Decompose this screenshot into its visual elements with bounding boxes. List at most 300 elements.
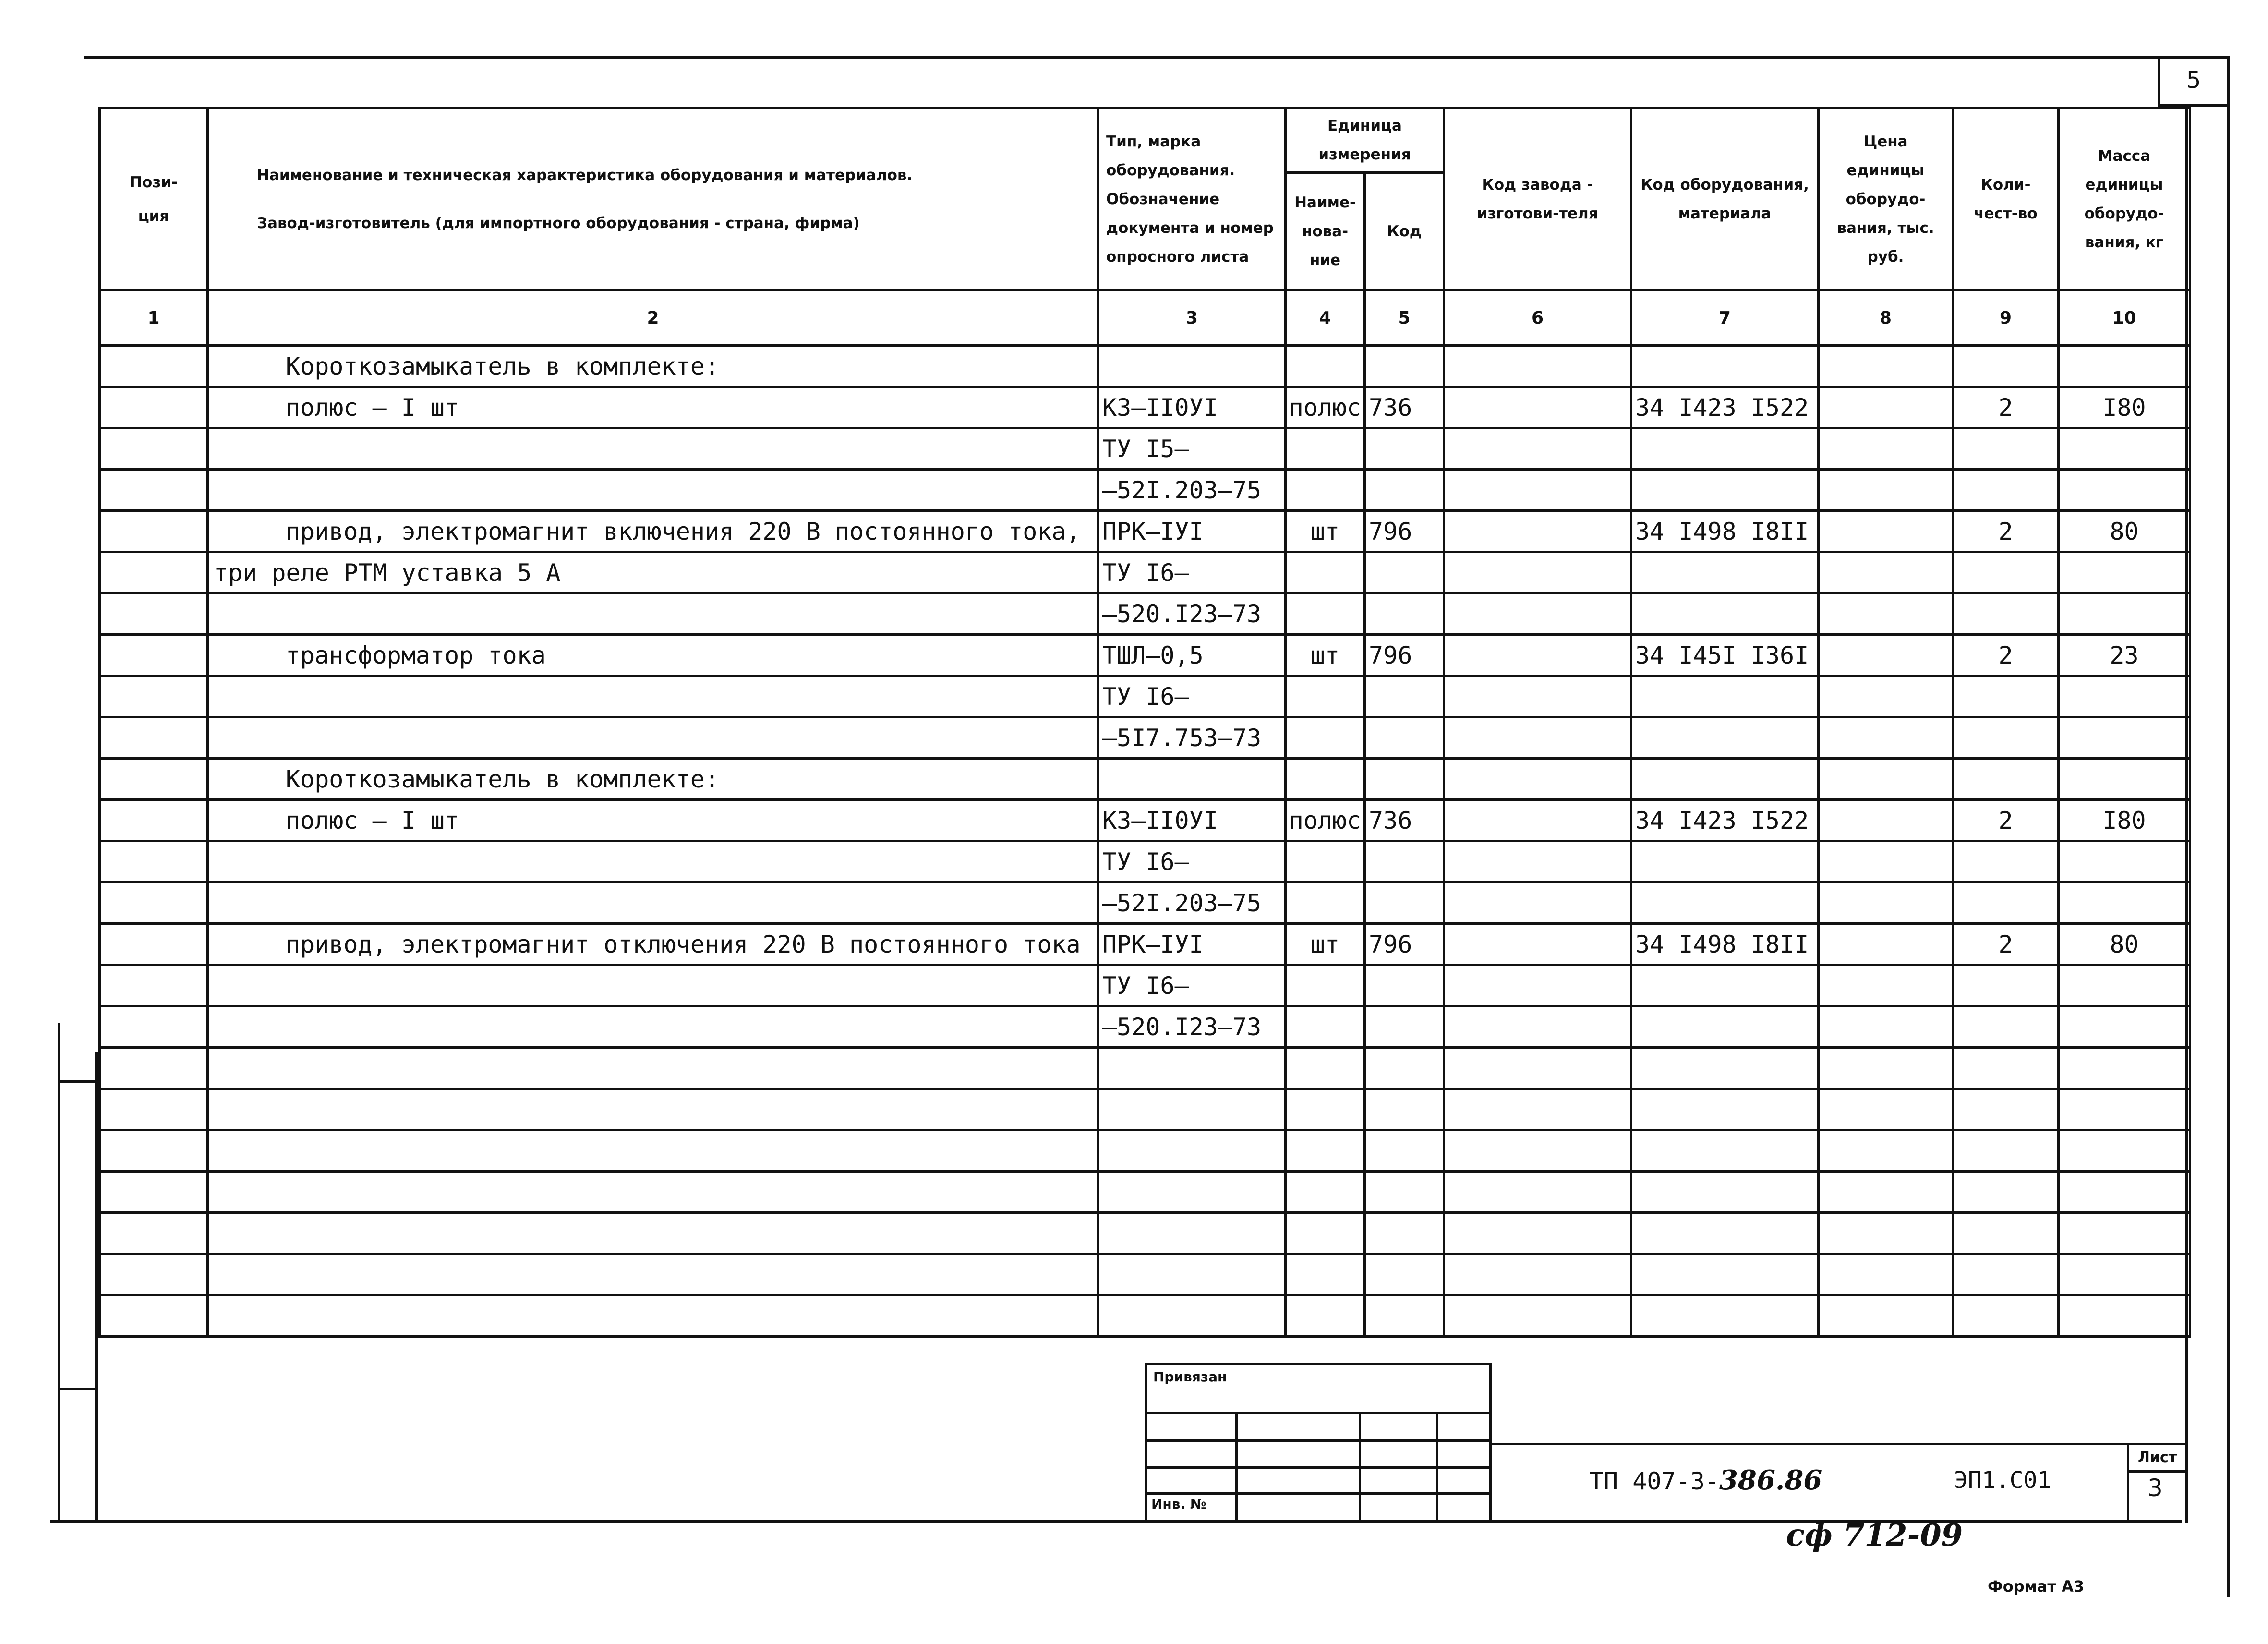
cell-unit: полюс bbox=[1286, 387, 1365, 428]
right-border-line bbox=[2227, 56, 2230, 1597]
cell-unit bbox=[1286, 346, 1365, 387]
cell-unit bbox=[1286, 1048, 1365, 1089]
cell-type: –52I.203–75 bbox=[1098, 470, 1286, 511]
cell-price bbox=[1819, 1048, 1953, 1089]
column-number: 5 bbox=[1365, 290, 1444, 346]
header-name-line-1: Наименование и техническая характеристика оборудования и материалов. bbox=[257, 166, 913, 184]
cell-price bbox=[1819, 882, 1953, 924]
cell-name bbox=[208, 593, 1098, 635]
sheet-box bbox=[2127, 1445, 2185, 1522]
cell-unit-code bbox=[1365, 552, 1444, 593]
cell-factory-code bbox=[1444, 593, 1631, 635]
header-unit-group: Единица измерения bbox=[1286, 108, 1444, 173]
cell-type bbox=[1098, 1254, 1286, 1295]
cell-equipment-code: 34 I423 I522 bbox=[1631, 800, 1819, 841]
cell-position bbox=[100, 1089, 208, 1130]
cell-name: полюс – I шт bbox=[208, 387, 1098, 428]
top-border-line bbox=[84, 56, 2230, 59]
cell-type: КЗ–II0УI bbox=[1098, 387, 1286, 428]
cell-type: –5I7.753–73 bbox=[1098, 717, 1286, 759]
cell-equipment-code bbox=[1631, 428, 1819, 470]
cell-price bbox=[1819, 552, 1953, 593]
cell-name bbox=[208, 676, 1098, 717]
cell-unit bbox=[1286, 1006, 1365, 1048]
cell-position bbox=[100, 593, 208, 635]
header-factory-code: Код завода - изготови-теля bbox=[1444, 108, 1631, 290]
cell-unit bbox=[1286, 759, 1365, 800]
cell-factory-code bbox=[1444, 346, 1631, 387]
cell-type bbox=[1098, 1130, 1286, 1172]
cell-unit bbox=[1286, 882, 1365, 924]
grid-line bbox=[1235, 1414, 1238, 1523]
cell-factory-code bbox=[1444, 1089, 1631, 1130]
cell-position bbox=[100, 800, 208, 841]
cell-unit-code bbox=[1365, 470, 1444, 511]
cell-unit-code bbox=[1365, 841, 1444, 882]
cell-name bbox=[208, 428, 1098, 470]
cell-type: ПРК–IУI bbox=[1098, 924, 1286, 965]
cell-mass bbox=[2059, 717, 2190, 759]
cell-price bbox=[1819, 1130, 1953, 1172]
cell-mass bbox=[2059, 1048, 2190, 1089]
cell-position bbox=[100, 428, 208, 470]
cell-price bbox=[1819, 965, 1953, 1006]
title-block-privyazan bbox=[1145, 1363, 1492, 1414]
specification-body bbox=[100, 346, 2190, 1337]
cell-name bbox=[208, 1048, 1098, 1089]
cell-position bbox=[100, 676, 208, 717]
cell-unit-code bbox=[1365, 1130, 1444, 1172]
left-margin-tick-1 bbox=[58, 1080, 96, 1083]
grid-line bbox=[1359, 1414, 1361, 1523]
cell-unit-code bbox=[1365, 1048, 1444, 1089]
cell-unit bbox=[1286, 428, 1365, 470]
cell-position bbox=[100, 1172, 208, 1213]
cell-name bbox=[208, 965, 1098, 1006]
cell-quantity: 2 bbox=[1953, 387, 2059, 428]
cell-position bbox=[100, 1048, 208, 1089]
cell-quantity bbox=[1953, 759, 2059, 800]
cell-position bbox=[100, 470, 208, 511]
cell-position bbox=[100, 511, 208, 552]
table-row bbox=[100, 1006, 2190, 1048]
cell-unit bbox=[1286, 1254, 1365, 1295]
cell-factory-code bbox=[1444, 924, 1631, 965]
sheet-label: Лист bbox=[2138, 1449, 2177, 1466]
cell-unit-code bbox=[1365, 346, 1444, 387]
cell-type: ТУ I6– bbox=[1098, 965, 1286, 1006]
table-row bbox=[100, 346, 2190, 387]
cell-quantity bbox=[1953, 1213, 2059, 1254]
cell-type: –520.I23–73 bbox=[1098, 1006, 1286, 1048]
grid-line bbox=[1147, 1492, 1489, 1495]
cell-name: полюс – I шт bbox=[208, 800, 1098, 841]
cell-mass bbox=[2059, 470, 2190, 511]
cell-unit-code: 736 bbox=[1365, 387, 1444, 428]
cell-price bbox=[1819, 717, 1953, 759]
cell-equipment-code bbox=[1631, 1048, 1819, 1089]
left-margin-tick-2 bbox=[58, 1388, 96, 1390]
cell-type: КЗ–II0УI bbox=[1098, 800, 1286, 841]
cell-factory-code bbox=[1444, 965, 1631, 1006]
cell-factory-code bbox=[1444, 1254, 1631, 1295]
cell-factory-code bbox=[1444, 1172, 1631, 1213]
cell-mass bbox=[2059, 841, 2190, 882]
table-row bbox=[100, 841, 2190, 882]
table-row bbox=[100, 1048, 2190, 1089]
cell-price bbox=[1819, 1254, 1953, 1295]
cell-unit bbox=[1286, 1089, 1365, 1130]
cell-mass bbox=[2059, 1172, 2190, 1213]
cell-unit-code: 796 bbox=[1365, 635, 1444, 676]
cell-quantity bbox=[1953, 717, 2059, 759]
cell-type bbox=[1098, 1172, 1286, 1213]
cell-name bbox=[208, 1213, 1098, 1254]
cell-equipment-code bbox=[1631, 1089, 1819, 1130]
column-number: 10 bbox=[2059, 290, 2190, 346]
cell-equipment-code bbox=[1631, 965, 1819, 1006]
cell-price bbox=[1819, 1006, 1953, 1048]
cell-equipment-code bbox=[1631, 593, 1819, 635]
cell-quantity bbox=[1953, 882, 2059, 924]
cell-price bbox=[1819, 593, 1953, 635]
cell-type: –520.I23–73 bbox=[1098, 593, 1286, 635]
cell-type bbox=[1098, 1089, 1286, 1130]
cell-mass bbox=[2059, 1089, 2190, 1130]
header-equipment-code: Код оборудования, материала bbox=[1631, 108, 1819, 290]
cell-price bbox=[1819, 470, 1953, 511]
cell-unit bbox=[1286, 717, 1365, 759]
cell-quantity: 2 bbox=[1953, 924, 2059, 965]
cell-factory-code bbox=[1444, 470, 1631, 511]
cell-factory-code bbox=[1444, 882, 1631, 924]
cell-unit: шт bbox=[1286, 511, 1365, 552]
cell-position bbox=[100, 717, 208, 759]
cell-mass bbox=[2059, 1213, 2190, 1254]
cell-type bbox=[1098, 1048, 1286, 1089]
cell-mass bbox=[2059, 1006, 2190, 1048]
cell-type bbox=[1098, 1213, 1286, 1254]
cell-position bbox=[100, 387, 208, 428]
grid-line bbox=[1147, 1466, 1489, 1469]
cell-position bbox=[100, 924, 208, 965]
cell-quantity bbox=[1953, 470, 2059, 511]
cell-name bbox=[208, 1006, 1098, 1048]
cell-factory-code bbox=[1444, 717, 1631, 759]
specification-table bbox=[98, 107, 2191, 1338]
cell-unit-code bbox=[1365, 965, 1444, 1006]
cell-equipment-code bbox=[1631, 1213, 1819, 1254]
sheet-code: ЭП1.С01 bbox=[1954, 1467, 2051, 1494]
header-type: Тип, марка оборудования. Обозначение документа и номер опросного листа bbox=[1098, 108, 1286, 290]
cell-quantity bbox=[1953, 676, 2059, 717]
cell-mass bbox=[2059, 882, 2190, 924]
header-quantity: Коли-чест-во bbox=[1953, 108, 2059, 290]
cell-price bbox=[1819, 428, 1953, 470]
column-number: 3 bbox=[1098, 290, 1286, 346]
cell-factory-code bbox=[1444, 1213, 1631, 1254]
cell-name: три реле РТМ уставка 5 А bbox=[208, 552, 1098, 593]
cell-unit-code: 796 bbox=[1365, 924, 1444, 965]
table-row bbox=[100, 1089, 2190, 1130]
cell-quantity: 2 bbox=[1953, 635, 2059, 676]
title-block-grid bbox=[1145, 1414, 1492, 1523]
column-number: 1 bbox=[100, 290, 208, 346]
cell-position bbox=[100, 346, 208, 387]
cell-quantity bbox=[1953, 428, 2059, 470]
cell-unit: полюс bbox=[1286, 800, 1365, 841]
cell-unit-code bbox=[1365, 1006, 1444, 1048]
cell-type: ТУ I6– bbox=[1098, 676, 1286, 717]
cell-unit-code bbox=[1365, 882, 1444, 924]
cell-unit bbox=[1286, 676, 1365, 717]
cell-equipment-code: 34 I45I I36I bbox=[1631, 635, 1819, 676]
cell-quantity bbox=[1953, 346, 2059, 387]
cell-unit-code bbox=[1365, 1172, 1444, 1213]
cell-mass: 80 bbox=[2059, 924, 2190, 965]
cell-unit-code bbox=[1365, 1213, 1444, 1254]
cell-unit bbox=[1286, 841, 1365, 882]
table-row bbox=[100, 1172, 2190, 1213]
cell-position bbox=[100, 965, 208, 1006]
page-number: 5 bbox=[2186, 67, 2201, 94]
cell-unit-code bbox=[1365, 676, 1444, 717]
column-number: 4 bbox=[1286, 290, 1365, 346]
cell-factory-code bbox=[1444, 841, 1631, 882]
cell-quantity bbox=[1953, 1089, 2059, 1130]
cell-position bbox=[100, 635, 208, 676]
left-margin-line bbox=[58, 1023, 60, 1522]
cell-unit bbox=[1286, 1295, 1365, 1337]
cell-factory-code bbox=[1444, 552, 1631, 593]
grid-line bbox=[1147, 1439, 1489, 1442]
cell-name bbox=[208, 1130, 1098, 1172]
cell-unit-code: 796 bbox=[1365, 511, 1444, 552]
cell-price bbox=[1819, 387, 1953, 428]
table-row bbox=[100, 387, 2190, 428]
table-row bbox=[100, 593, 2190, 635]
cell-unit bbox=[1286, 593, 1365, 635]
cell-name bbox=[208, 1089, 1098, 1130]
cell-quantity bbox=[1953, 1048, 2059, 1089]
cell-mass bbox=[2059, 552, 2190, 593]
table-row bbox=[100, 965, 2190, 1006]
sheet-box-divider bbox=[2129, 1470, 2188, 1473]
cell-equipment-code bbox=[1631, 676, 1819, 717]
cell-position bbox=[100, 552, 208, 593]
cell-position bbox=[100, 841, 208, 882]
header-position: Пози- ция bbox=[100, 108, 208, 290]
cell-name: трансформатор тока bbox=[208, 635, 1098, 676]
cell-equipment-code bbox=[1631, 1254, 1819, 1295]
cell-factory-code bbox=[1444, 1006, 1631, 1048]
cell-unit bbox=[1286, 1172, 1365, 1213]
cell-price bbox=[1819, 1295, 1953, 1337]
cell-unit: шт bbox=[1286, 635, 1365, 676]
cell-position bbox=[100, 759, 208, 800]
cell-equipment-code bbox=[1631, 1295, 1819, 1337]
cell-equipment-code: 34 I423 I522 bbox=[1631, 387, 1819, 428]
cell-quantity bbox=[1953, 1172, 2059, 1213]
cell-position bbox=[100, 1254, 208, 1295]
format-label: Формат А3 bbox=[1988, 1577, 2085, 1596]
cell-unit-code bbox=[1365, 428, 1444, 470]
cell-factory-code bbox=[1444, 1130, 1631, 1172]
cell-factory-code bbox=[1444, 676, 1631, 717]
cell-position bbox=[100, 882, 208, 924]
privyazan-label: Привязан bbox=[1153, 1369, 1227, 1385]
cell-factory-code bbox=[1444, 428, 1631, 470]
cell-name bbox=[208, 882, 1098, 924]
cell-equipment-code bbox=[1631, 1130, 1819, 1172]
column-number: 8 bbox=[1819, 290, 1953, 346]
header-unit-name: Наиме-нова-ние bbox=[1286, 173, 1365, 290]
cell-name: Короткозамыкатель в комплекте: bbox=[208, 346, 1098, 387]
cell-name: привод, электромагнит включения 220 В постоянного тока, bbox=[208, 511, 1098, 552]
cell-mass bbox=[2059, 1254, 2190, 1295]
document-code: ТП 407-3-386.86 bbox=[1589, 1464, 1822, 1496]
left-frame-line bbox=[95, 1052, 98, 1522]
cell-mass bbox=[2059, 1295, 2190, 1337]
cell-mass: 23 bbox=[2059, 635, 2190, 676]
page-number-box bbox=[2158, 56, 2227, 107]
cell-factory-code bbox=[1444, 1295, 1631, 1337]
cell-factory-code bbox=[1444, 387, 1631, 428]
cell-name bbox=[208, 717, 1098, 759]
cell-quantity bbox=[1953, 965, 2059, 1006]
cell-name bbox=[208, 470, 1098, 511]
column-number: 7 bbox=[1631, 290, 1819, 346]
cell-unit bbox=[1286, 470, 1365, 511]
cell-price bbox=[1819, 1172, 1953, 1213]
cell-equipment-code: 34 I498 I8II bbox=[1631, 924, 1819, 965]
cell-name: Короткозамыкатель в комплекте: bbox=[208, 759, 1098, 800]
cell-mass: I80 bbox=[2059, 387, 2190, 428]
cell-factory-code bbox=[1444, 635, 1631, 676]
cell-price bbox=[1819, 346, 1953, 387]
cell-type: –52I.203–75 bbox=[1098, 882, 1286, 924]
column-number: 2 bbox=[208, 290, 1098, 346]
handwritten-note: сф 712-09 bbox=[1786, 1517, 1963, 1553]
cell-type: ТУ I5– bbox=[1098, 428, 1286, 470]
cell-unit bbox=[1286, 1213, 1365, 1254]
cell-mass: I80 bbox=[2059, 800, 2190, 841]
cell-price bbox=[1819, 635, 1953, 676]
cell-unit-code bbox=[1365, 1295, 1444, 1337]
cell-type: ТУ I6– bbox=[1098, 552, 1286, 593]
cell-factory-code bbox=[1444, 1048, 1631, 1089]
cell-mass bbox=[2059, 759, 2190, 800]
cell-mass bbox=[2059, 428, 2190, 470]
cell-factory-code bbox=[1444, 759, 1631, 800]
cell-mass bbox=[2059, 1130, 2190, 1172]
header-name bbox=[208, 108, 1098, 290]
table-row bbox=[100, 759, 2190, 800]
cell-price bbox=[1819, 676, 1953, 717]
cell-type: ТШЛ–0,5 bbox=[1098, 635, 1286, 676]
cell-unit: шт bbox=[1286, 924, 1365, 965]
sheet-number: 3 bbox=[2147, 1474, 2163, 1502]
cell-name bbox=[208, 1172, 1098, 1213]
cell-position bbox=[100, 1006, 208, 1048]
table-row bbox=[100, 428, 2190, 470]
cell-quantity: 2 bbox=[1953, 800, 2059, 841]
cell-quantity bbox=[1953, 593, 2059, 635]
cell-price bbox=[1819, 759, 1953, 800]
cell-equipment-code bbox=[1631, 841, 1819, 882]
cell-price bbox=[1819, 800, 1953, 841]
cell-equipment-code bbox=[1631, 717, 1819, 759]
cell-unit-code bbox=[1365, 1254, 1444, 1295]
cell-quantity bbox=[1953, 552, 2059, 593]
cell-equipment-code bbox=[1631, 1172, 1819, 1213]
header-name-line-2: Завод-изготовитель (для импортного оборудования - страна, фирма) bbox=[257, 214, 860, 232]
cell-unit bbox=[1286, 965, 1365, 1006]
table-row bbox=[100, 924, 2190, 965]
table-row bbox=[100, 1254, 2190, 1295]
table-row bbox=[100, 882, 2190, 924]
cell-unit-code bbox=[1365, 759, 1444, 800]
cell-equipment-code bbox=[1631, 882, 1819, 924]
table-row bbox=[100, 1213, 2190, 1254]
cell-equipment-code bbox=[1631, 470, 1819, 511]
cell-factory-code bbox=[1444, 800, 1631, 841]
cell-mass bbox=[2059, 965, 2190, 1006]
cell-factory-code bbox=[1444, 511, 1631, 552]
table-row bbox=[100, 470, 2190, 511]
cell-type: ТУ I6– bbox=[1098, 841, 1286, 882]
cell-equipment-code bbox=[1631, 346, 1819, 387]
cell-quantity bbox=[1953, 1006, 2059, 1048]
column-number: 6 bbox=[1444, 290, 1631, 346]
cell-unit-code bbox=[1365, 1089, 1444, 1130]
cell-unit-code: 736 bbox=[1365, 800, 1444, 841]
cell-price bbox=[1819, 924, 1953, 965]
header-unit-code: Код bbox=[1365, 173, 1444, 290]
cell-equipment-code bbox=[1631, 759, 1819, 800]
cell-unit bbox=[1286, 1130, 1365, 1172]
column-number: 9 bbox=[1953, 290, 2059, 346]
cell-position bbox=[100, 1213, 208, 1254]
cell-position bbox=[100, 1295, 208, 1337]
cell-quantity bbox=[1953, 1254, 2059, 1295]
cell-unit-code bbox=[1365, 593, 1444, 635]
cell-price bbox=[1819, 1089, 1953, 1130]
document-code-handwritten: 386.86 bbox=[1719, 1464, 1822, 1496]
cell-unit-code bbox=[1365, 717, 1444, 759]
cell-name bbox=[208, 1295, 1098, 1337]
cell-type bbox=[1098, 1295, 1286, 1337]
table-row bbox=[100, 552, 2190, 593]
inventory-number-label: Инв. № bbox=[1151, 1496, 1210, 1512]
table-row bbox=[100, 1295, 2190, 1337]
cell-mass bbox=[2059, 346, 2190, 387]
cell-unit bbox=[1286, 552, 1365, 593]
cell-price bbox=[1819, 1213, 1953, 1254]
title-block-divider bbox=[1492, 1443, 2187, 1445]
cell-price bbox=[1819, 511, 1953, 552]
cell-mass bbox=[2059, 593, 2190, 635]
cell-type bbox=[1098, 759, 1286, 800]
cell-name bbox=[208, 841, 1098, 882]
cell-name bbox=[208, 1254, 1098, 1295]
table-row bbox=[100, 717, 2190, 759]
cell-type bbox=[1098, 346, 1286, 387]
cell-position bbox=[100, 1130, 208, 1172]
table-row bbox=[100, 1130, 2190, 1172]
cell-name: привод, электромагнит отключения 220 В постоянного тока bbox=[208, 924, 1098, 965]
cell-equipment-code bbox=[1631, 552, 1819, 593]
